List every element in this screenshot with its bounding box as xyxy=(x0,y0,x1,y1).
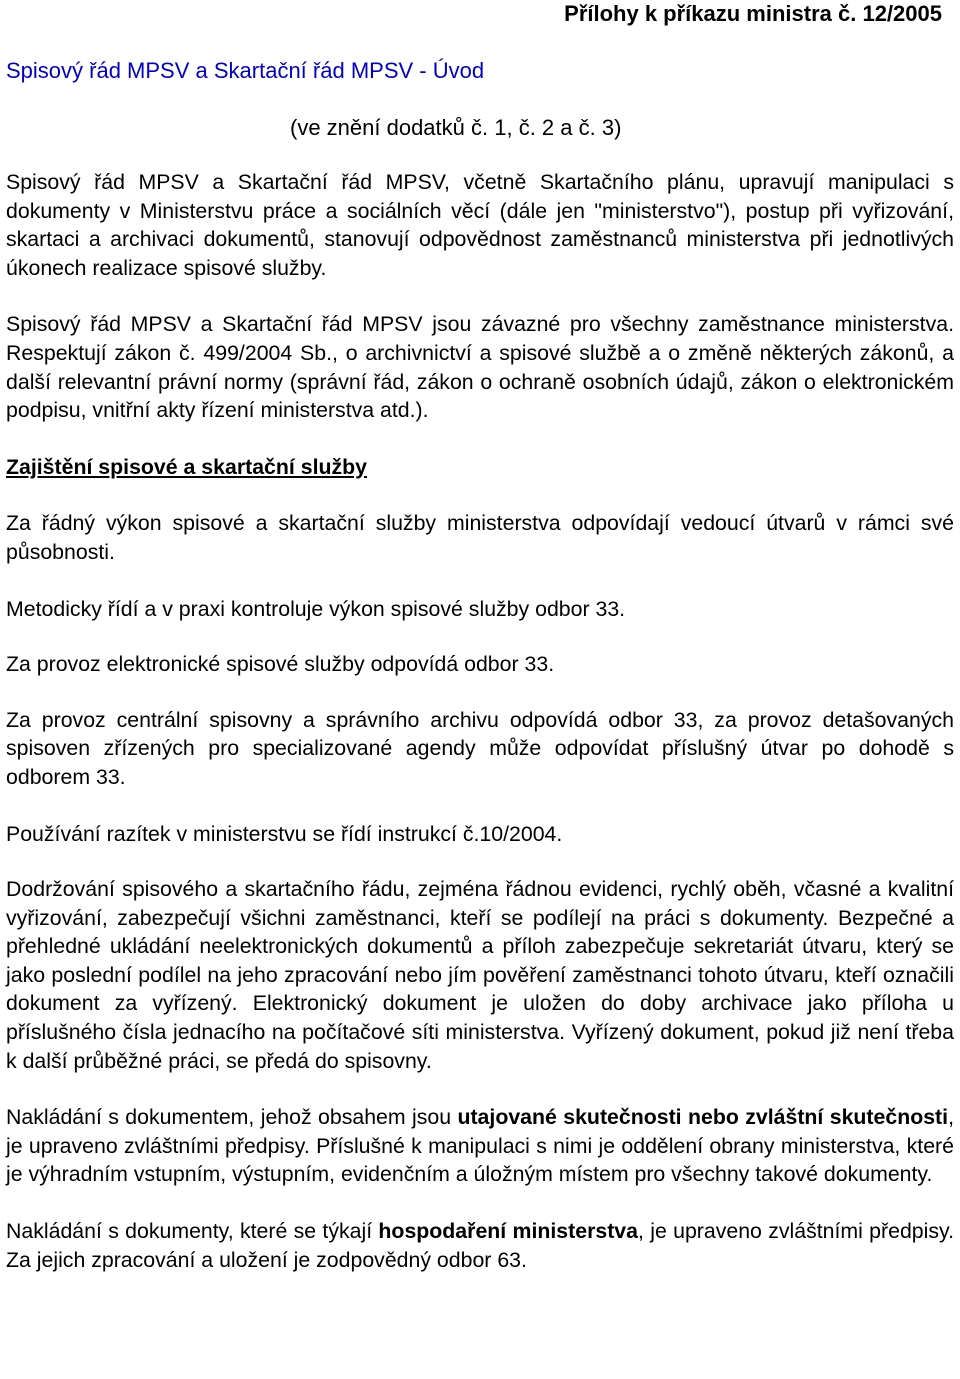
paragraph-stamps: Používání razítek v ministerstvu se řídí instrukcí č.10/2004. xyxy=(6,821,563,846)
paragraph-scope: Spisový řád MPSV a Skartační řád MPSV, včetně Skartačního plánu, upravují manipulaci s dokumenty v Ministerstvu práce a sociálních věcí (dále jen "ministerstvo"), postup při vyřizování, skartaci a archivaci dokumentů, stanovují odpovědnost zaměstnanců ministerstva při jednotlivých úkonech realizace spisové služby. xyxy=(6,170,954,280)
paragraph-binding: Spisový řád MPSV a Skartační řád MPSV jsou závazné pro všechny zaměstnance ministerstva. Respektují zákon č. 499/2004 Sb., o archivnictví a spisové službě a o změně některých zákonů, a další relevantní právní normy (správní řád, zákon o ochraně osobních údajů, zákon o elektronickém podpisu, vnitřní akty řízení ministerstva atd.). xyxy=(6,312,954,423)
attachment-note: Přílohy k příkazu ministra č. 12/2005 xyxy=(564,1,942,26)
paragraph-central-registry: Za provoz centrální spisovny a správního archivu odpovídá odbor 33, za provoz detašovaných spisoven zřízených pro specializované agendy může odpovídat příslušný útvar po dohodě s odborem 33. xyxy=(6,707,954,789)
classified-text-start: Nakládání s dokumentem, jehož obsahem jsou xyxy=(6,1105,458,1130)
classified-emphasis: utajované skutečnosti nebo zvláštní skutečnosti xyxy=(457,1105,949,1130)
finance-emphasis: hospodaření ministerstva xyxy=(378,1219,638,1244)
page-title: Spisový řád MPSV a Skartační řád MPSV - Úvod xyxy=(6,58,485,83)
finance-text-end: , je upraveno zvláštními předpisy. Za jejich zpracování a uložení je zodpovědný odbor 63. xyxy=(6,1219,955,1272)
section-heading: Zajištění spisové a skartační služby xyxy=(6,454,368,479)
finance-text-start: Nakládání s dokumenty, které se týkají xyxy=(6,1219,379,1244)
classified-text-end: , je upraveno zvláštními předpisy. Příslušné k manipulaci s nimi je oddělení obrany ministerstva, které je výhradním vstupním, výstupním, evidenčním a úložným místem pro všechny takové dokumenty. xyxy=(6,1105,954,1187)
paragraph-classified xyxy=(6,1103,954,1189)
paragraph-responsibility: Za řádný výkon spisové a skartační služby ministerstva odpovídají vedoucí útvarů v rámci své působnosti. xyxy=(6,511,954,564)
document-body xyxy=(6,168,954,1302)
paragraph-electronic-service: Za provoz elektronické spisové služby odpovídá odbor 33. xyxy=(6,652,555,677)
paragraph-methodology: Metodicky řídí a v praxi kontroluje výkon spisové služby odbor 33. xyxy=(6,596,626,621)
paragraph-finance xyxy=(6,1217,954,1274)
amendments-note: (ve znění dodatků č. 1, č. 2 a č. 3) xyxy=(290,115,622,140)
paragraph-compliance: Dodržování spisového a skartačního řádu, zejména řádnou evidenci, rychlý oběh, včasné a kvalitní vyřizování, zabezpečují všichni zaměstnanci, kteří se podílejí na práci s dokumenty. Bezpečné a přehledné ukládání neelektronických dokumentů a příloh zabezpečuje sekretariát útvaru, který se jako poslední podílel na jeho zpracování nebo jím pověření zaměstnanci tohoto útvaru, kteří označili dokument za vyřízený. Elektronický dokument je uložen do doby archivace jako příloha u příslušného čísla jednacího na počítačové síti ministerstva. Vyřízený dokument, pokud již není třeba k další průběžné práci, se předá do spisovny. xyxy=(6,877,954,1073)
